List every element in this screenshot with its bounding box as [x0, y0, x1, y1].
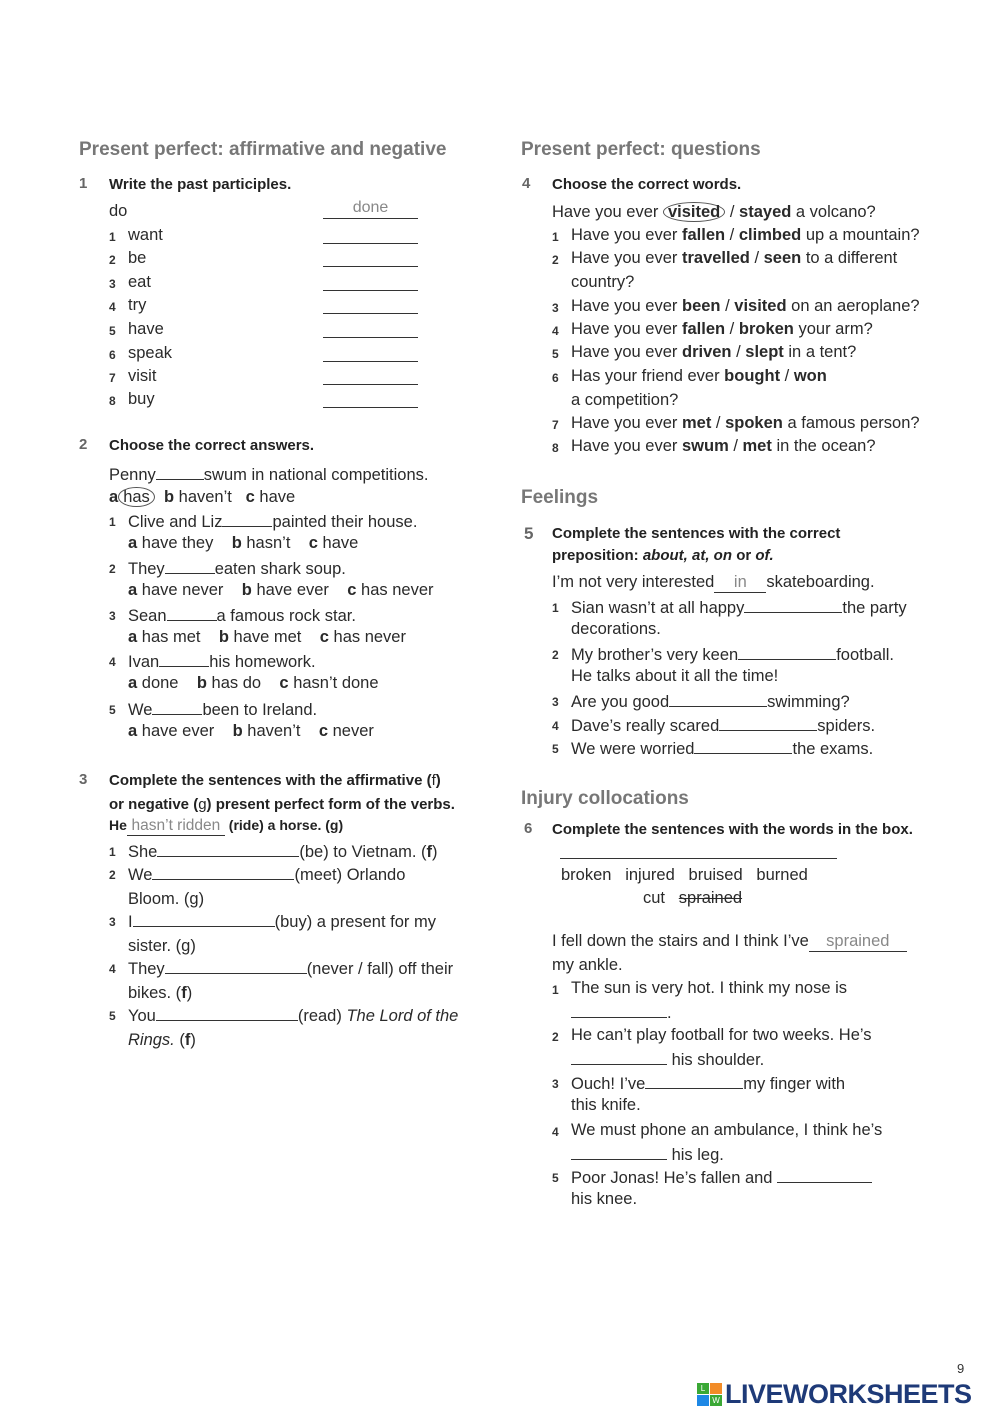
answer-blank[interactable]: [738, 644, 836, 660]
item-number: 1: [109, 845, 116, 859]
word-box-row2: cut sprained: [643, 889, 743, 907]
question-continuation: Bloom. (g): [128, 890, 205, 908]
item-number: 4: [109, 655, 116, 669]
answer-blank[interactable]: [165, 958, 307, 974]
question-continuation: bikes. (f): [128, 984, 193, 1002]
list-word: be: [128, 249, 147, 267]
option-b[interactable]: have ever: [256, 581, 329, 599]
list-word: visit: [128, 367, 157, 385]
answer-blank[interactable]: [645, 1073, 743, 1089]
question-continuation: his shoulder.: [571, 1049, 764, 1070]
item-number: 1: [552, 601, 559, 615]
item-number: 2: [552, 253, 559, 267]
item-number: 2: [109, 868, 116, 882]
item-number: 7: [109, 371, 116, 385]
answer-blank[interactable]: [571, 1049, 667, 1065]
word-option-2[interactable]: seen: [763, 249, 802, 267]
word-option-2[interactable]: slept: [745, 343, 784, 361]
option-c: have: [259, 488, 296, 506]
option-b[interactable]: has do: [211, 674, 262, 692]
answer-blank[interactable]: [669, 691, 767, 707]
section-title-injury: Injury collocations: [521, 788, 689, 809]
answer-blank[interactable]: [222, 511, 272, 527]
option-a[interactable]: have ever: [141, 722, 215, 740]
answer-blank[interactable]: [323, 384, 418, 385]
section-title-affirmative-negative: Present perfect: affirmative and negative: [79, 139, 447, 160]
question-sentence: Poor Jonas! He’s fallen and: [571, 1167, 872, 1188]
item-number: 4: [109, 962, 116, 976]
item-number: 8: [109, 394, 116, 408]
circled-answer: has: [118, 487, 155, 507]
answer-blank[interactable]: [323, 243, 418, 244]
item-number: 3: [109, 609, 116, 623]
answer-blank[interactable]: [167, 605, 217, 621]
answer-blank[interactable]: [719, 715, 817, 731]
example-sentence: [109, 464, 429, 485]
item-number: 6: [552, 371, 559, 385]
question-sentence: Have you ever met / spoken a famous person?: [571, 414, 920, 432]
list-word: try: [128, 296, 147, 314]
word-option-2[interactable]: visited: [734, 297, 787, 315]
word-option-2[interactable]: won: [793, 367, 827, 385]
item-number: 5: [109, 1009, 116, 1023]
option-b[interactable]: haven’t: [247, 722, 301, 740]
question-continuation: decorations.: [571, 620, 661, 638]
item-number: 5: [552, 1171, 559, 1185]
list-word: have: [128, 320, 164, 338]
question-continuation: his knee.: [571, 1190, 638, 1208]
item-number: 2: [552, 1030, 559, 1044]
word-option-1[interactable]: been: [681, 297, 721, 315]
exercise-number: 4: [522, 175, 531, 192]
liveworksheets-logo: [697, 1379, 972, 1410]
item-number: 3: [552, 1077, 559, 1091]
option-c[interactable]: have: [322, 534, 359, 552]
option-b[interactable]: have met: [233, 628, 302, 646]
item-number: 2: [109, 562, 116, 576]
option-b[interactable]: hasn’t: [246, 534, 291, 552]
word-option-1[interactable]: met: [681, 414, 712, 432]
answer-blank[interactable]: [694, 738, 792, 754]
question-sentence: Ouch! I’ve my finger with: [571, 1075, 846, 1093]
answer-blank[interactable]: [165, 558, 215, 574]
question-sentence: Have you ever swum / met in the ocean?: [571, 437, 876, 455]
question-sentence: They (never / fall) off their: [128, 960, 454, 978]
option-c[interactable]: never: [332, 722, 374, 740]
option-c[interactable]: has never: [361, 581, 434, 599]
example-answer: done: [323, 198, 418, 219]
item-number: 4: [552, 324, 559, 338]
option-b: haven’t: [178, 488, 232, 506]
question-sentence: My brother’s very keen football.: [571, 646, 895, 664]
question-continuation: He talks about it all the time!: [571, 667, 779, 685]
item-number: 1: [552, 230, 559, 244]
question-sentence: Have you ever driven / slept in a tent?: [571, 343, 857, 361]
item-number: 6: [109, 348, 116, 362]
question-sentence: Clive and Liz painted their house.: [128, 513, 418, 531]
question-sentence: Sian wasn’t at all happy the party: [571, 599, 907, 617]
item-number: 4: [109, 300, 116, 314]
example-answer: hasn’t ridden: [127, 817, 225, 836]
answer-blank[interactable]: [571, 1144, 667, 1160]
answer-blank[interactable]: [157, 841, 299, 857]
answer-blank: [156, 464, 204, 480]
word-option-1[interactable]: fallen: [681, 226, 726, 244]
word-option-1[interactable]: swum: [681, 437, 729, 455]
answer-blank[interactable]: [133, 911, 275, 927]
item-number: 2: [552, 648, 559, 662]
option-a[interactable]: done: [141, 674, 179, 692]
item-number: 5: [109, 324, 116, 338]
word-option-2[interactable]: climbed: [738, 226, 802, 244]
exercise-instruction: Write the past participles.: [109, 176, 292, 193]
question-continuation: his leg.: [571, 1144, 724, 1165]
exercise-number: 3: [79, 771, 88, 788]
circled-answer: visited: [663, 202, 725, 222]
question-sentence: Have you ever travelled / seen to a different: [571, 249, 898, 267]
exercise-instruction: Complete the sentences with the words in the box.: [552, 821, 913, 838]
answer-blank[interactable]: [156, 1005, 298, 1021]
sentence-start: Penny: [109, 466, 156, 484]
question-sentence: Ivan his homework.: [128, 653, 316, 671]
exercise-instruction-line1: Complete the sentences with the correct: [552, 525, 841, 542]
question-sentence: Have you ever fallen / broken your arm?: [571, 320, 873, 338]
answer-blank[interactable]: [777, 1167, 872, 1183]
struck-word: sprained: [678, 889, 743, 907]
item-number: 5: [552, 742, 559, 756]
word-option-1[interactable]: driven: [681, 343, 732, 361]
example-word: do: [109, 202, 128, 220]
example-answer: sprained: [809, 932, 907, 952]
exercise-instruction: Choose the correct words.: [552, 176, 742, 193]
answer-blank[interactable]: [323, 290, 418, 291]
question-continuation: country?: [571, 273, 635, 291]
example-sentence: I fell down the stairs and I think I’ve sprained: [552, 932, 907, 952]
example-sentence: Have you ever visited / stayed a volcano?: [552, 203, 876, 221]
logo-icon: L W: [697, 1383, 722, 1406]
option-c[interactable]: has never: [333, 628, 406, 646]
item-number: 3: [552, 695, 559, 709]
item-number: 4: [552, 1125, 559, 1139]
answer-blank[interactable]: [323, 313, 418, 314]
question-sentence: Have you ever fallen / climbed up a mountain?: [571, 226, 920, 244]
answer-options: a have never b have ever c has never: [128, 581, 434, 599]
question-sentence: She (be) to Vietnam. (f): [128, 843, 438, 861]
word-option-2[interactable]: spoken: [725, 414, 783, 432]
item-number: 3: [552, 301, 559, 315]
question-sentence: You (read) The Lord of the: [128, 1007, 459, 1025]
exercise-instruction-line2: preposition: about, at, on or of.: [552, 547, 774, 564]
question-sentence: Dave’s really scared spiders.: [571, 717, 876, 735]
question-sentence: We were worried the exams.: [571, 740, 874, 758]
answer-options: a have ever b haven’t c never: [128, 722, 374, 740]
item-number: 2: [109, 253, 116, 267]
answer-blank[interactable]: [152, 699, 202, 715]
example-sentence: He hasn’t ridden (ride) a horse. (g): [109, 817, 344, 834]
item-number: 1: [109, 230, 116, 244]
answer-blank[interactable]: [323, 361, 418, 362]
example-options: a has b haven’t c have: [109, 488, 296, 506]
question-sentence: Are you good swimming?: [571, 693, 850, 711]
option-c[interactable]: hasn’t done: [293, 674, 379, 692]
logo-wordmark: LIVEWORKSHEETS: [725, 1379, 972, 1409]
exercise-instruction: Choose the correct answers.: [109, 437, 315, 454]
answer-blank[interactable]: [152, 864, 294, 880]
item-number: 4: [552, 719, 559, 733]
option-a[interactable]: have they: [141, 534, 214, 552]
word-option-1[interactable]: bought: [724, 367, 781, 385]
answer-options: a done b has do c hasn’t done: [128, 674, 379, 692]
question-sentence: Have you ever been / visited on an aeroplane?: [571, 297, 920, 315]
list-word: want: [128, 226, 163, 244]
exercise-number: 6: [524, 820, 533, 837]
exercise-number: 2: [79, 436, 88, 453]
item-number: 5: [109, 703, 116, 717]
question-continuation: a competition?: [571, 391, 679, 409]
section-title-feelings: Feelings: [521, 487, 599, 508]
word-box-top-rule: [560, 858, 837, 859]
exercise-number: 1: [79, 175, 88, 192]
list-word: eat: [128, 273, 151, 291]
answer-options: a have they b hasn’t c have: [128, 534, 359, 552]
word-option-2[interactable]: met: [742, 437, 772, 455]
answer-blank[interactable]: [323, 407, 418, 408]
question-sentence: We been to Ireland.: [128, 701, 318, 719]
sentence-end: swum in national competitions.: [203, 466, 429, 484]
example-continuation: my ankle.: [552, 956, 623, 974]
question-sentence: He can’t play football for two weeks. He’s: [571, 1026, 872, 1044]
example-answer: in: [714, 573, 766, 593]
question-continuation: .: [571, 1002, 672, 1023]
list-word: speak: [128, 344, 173, 362]
exercise-instruction-line1: Complete the sentences with the affirmative (f): [109, 772, 441, 789]
answer-options: a has met b have met c has never: [128, 628, 406, 646]
answer-blank[interactable]: [323, 337, 418, 338]
example-sentence: I’m not very interested in skateboarding.: [552, 573, 875, 591]
item-number: 3: [109, 915, 116, 929]
question-sentence: We (meet) Orlando: [128, 866, 406, 884]
question-sentence: The sun is very hot. I think my nose is: [571, 979, 848, 997]
question-continuation: Rings. (f): [128, 1031, 196, 1049]
item-number: 1: [552, 983, 559, 997]
question-sentence: Sean a famous rock star.: [128, 607, 356, 625]
page-number: 9: [957, 1361, 965, 1376]
item-number: 1: [109, 515, 116, 529]
item-number: 7: [552, 418, 559, 432]
question-continuation: sister. (g): [128, 937, 196, 955]
answer-blank[interactable]: [744, 597, 842, 613]
answer-blank[interactable]: [159, 651, 209, 667]
section-title-questions: Present perfect: questions: [521, 139, 761, 160]
answer-blank[interactable]: [323, 266, 418, 267]
item-number: 3: [109, 277, 116, 291]
word-option-1[interactable]: fallen: [681, 320, 726, 338]
word-option-1[interactable]: travelled: [681, 249, 750, 267]
option-a[interactable]: has met: [141, 628, 201, 646]
exercise-number: 5: [524, 524, 534, 543]
question-sentence: Has your friend ever bought / won: [571, 367, 827, 385]
item-number: 5: [552, 347, 559, 361]
exercise-instruction-line2: or negative (g) present perfect form of the verbs.: [109, 796, 455, 813]
question-sentence: They eaten shark soup.: [128, 560, 346, 578]
question-sentence: I (buy) a present for my: [128, 913, 436, 931]
question-continuation: this knife.: [571, 1096, 641, 1114]
list-word: buy: [128, 390, 155, 408]
question-sentence: We must phone an ambulance, I think he’s: [571, 1121, 883, 1139]
word-box-row1: broken injured bruised burned: [561, 866, 808, 884]
answer-blank[interactable]: [571, 1002, 667, 1018]
word-option-2[interactable]: broken: [738, 320, 794, 338]
item-number: 8: [552, 441, 559, 455]
option-a[interactable]: have never: [141, 581, 224, 599]
